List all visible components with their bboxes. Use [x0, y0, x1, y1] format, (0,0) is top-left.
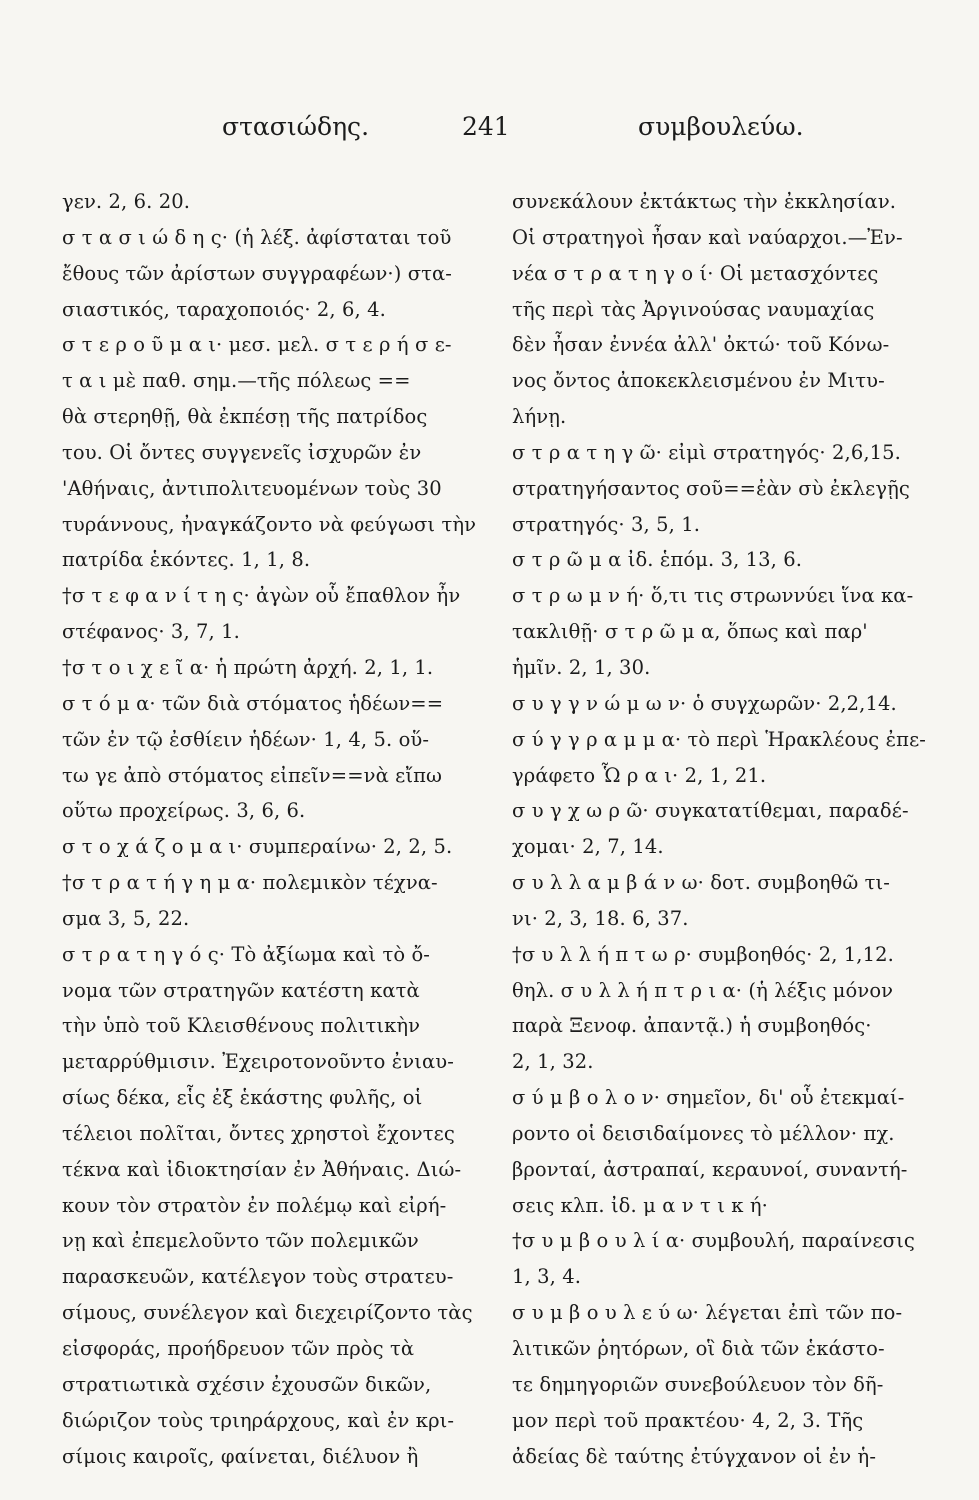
text-line: σ τ ρ α τ η γ ό ς· Τὸ ἀξίωμα καὶ τὸ ὄ- [62, 942, 430, 966]
text-line: μον περὶ τοῦ πρακτέου· 4, 2, 3. Τῆς [512, 1408, 864, 1432]
text-line: σ υ λ λ α μ β ά ν ω· δοτ. συμβοηθῶ τι- [512, 871, 890, 895]
text-line: σ τ ο χ ά ζ ο μ α ι· συμπεραίνω· 2, 2, 5. [62, 835, 453, 859]
text-line: 1, 3, 4. [512, 1265, 582, 1289]
text-line: λήνῃ. [512, 405, 567, 429]
text-line: λιτικῶν ῥητόρων, οἳ διὰ τῶν ἑκάστο- [512, 1337, 885, 1360]
text-line: σ υ γ γ ν ώ μ ω ν· ὁ συγχωρῶν· 2,2,14. [512, 691, 897, 715]
text-line: σ υ γ χ ω ρ ῶ· συγκατατίθεμαι, παραδέ- [512, 799, 909, 823]
text-line: Οἱ στρατηγοὶ ἦσαν καὶ ναύαρχοι.—Ἐν- [512, 225, 903, 249]
text-line: γράφετο Ὧ ρ α ι· 2, 1, 21. [512, 763, 767, 787]
page-header [0, 112, 979, 152]
header-right-headword: συμβουλεύω. [638, 112, 804, 141]
text-line: πατρίδα ἑκόντες. 1, 1, 8. [62, 548, 311, 572]
text-line: σ υ μ β ο υ λ ε ύ ω· λέγεται ἐπὶ τῶν πο- [512, 1301, 903, 1325]
text-line: βρονταί, ἀστραπαί, κεραυνοί, συναντή- [512, 1157, 908, 1181]
text-line: νι· 2, 3, 18. 6, 37. [512, 906, 689, 930]
text-line: τακλιθῇ· σ τ ρ ῶ μ α, ὅπως καὶ παρ' [512, 620, 868, 644]
text-line: †σ υ μ β ο υ λ ί α· συμβουλή, παραίνεσις [512, 1229, 915, 1253]
header-left-headword: στασιώδης. [222, 112, 370, 141]
right-column [512, 184, 937, 1474]
text-line: τε δημηγοριῶν συνεβούλευον τὸν δῆ- [512, 1372, 884, 1396]
text-line: εἰσφοράς, προήδρευον τῶν πρὸς τὰ [62, 1337, 415, 1360]
text-line: †σ υ λ λ ή π τ ω ρ· συμβοηθός· 2, 1,12. [512, 942, 894, 966]
text-line: συνεκάλουν ἐκτάκτως τὴν ἐκκλησίαν. [512, 190, 897, 213]
text-line: τ α ι μὲ παθ. σημ.—τῆς πόλεως == [62, 369, 411, 393]
text-line: παρασκευῶν, κατέλεγον τοὺς στρατευ- [62, 1265, 454, 1289]
text-line: σ τ ρ ω μ ν ή· ὅ,τι τις στρωννύει ἵνα κα- [512, 584, 914, 608]
text-line: γεν. 2, 6. 20. [62, 190, 191, 213]
text-line: διώριζον τοὺς τριηράρχους, καὶ ἐν κρι- [62, 1408, 455, 1432]
text-line: νῃ καὶ ἐπεμελοῦντο τῶν πολεμικῶν [62, 1229, 419, 1253]
page-number: 241 [462, 112, 510, 141]
text-line: νομα τῶν στρατηγῶν κατέστη κατὰ [62, 978, 420, 1002]
text-line: †σ τ ρ α τ ή γ η μ α· πολεμικὸν τέχνα- [62, 871, 438, 895]
text-line: 2, 1, 32. [512, 1050, 594, 1074]
text-line: παρὰ Ξενοφ. ἀπαντᾷ.) ἡ συμβοηθός· [512, 1014, 872, 1038]
text-line: νος ὄντος ἀποκεκλεισμένου ἐν Μιτυ- [512, 369, 885, 393]
text-line: στέφανος· 3, 7, 1. [62, 620, 240, 644]
text-line: ροντο οἱ δεισιδαίμονες τὸ μέλλον· πχ. [512, 1121, 895, 1145]
text-line: ἔθους τῶν ἀρίστων συγγραφέων·) στα- [62, 261, 452, 285]
text-line: νέα σ τ ρ α τ η γ ο ί· Οἱ μετασχόντες [512, 261, 879, 285]
text-line: τῶν ἐν τῷ ἐσθίειν ἡδέων· 1, 4, 5. οὕ- [62, 727, 430, 751]
text-line: †σ τ ο ι χ ε ῖ α· ἡ πρώτη ἀρχή. 2, 1, 1. [62, 655, 434, 679]
text-line: ἡμῖν. 2, 1, 30. [512, 655, 651, 679]
text-line: στρατηγήσαντος σοῦ==ἐὰν σὺ ἐκλεγῇς [512, 476, 910, 500]
text-line: σίμους, συνέλεγον καὶ διεχειρίζοντο τὰς [62, 1301, 473, 1325]
text-line: σ τ ρ ῶ μ α ἰδ. ἑπόμ. 3, 13, 6. [512, 548, 803, 572]
text-line: τω γε ἀπὸ στόματος εἰπεῖν==νὰ εἴπω [62, 763, 443, 787]
text-line: χομαι· 2, 7, 14. [512, 835, 664, 859]
text-line: σ τ ρ α τ η γ ῶ· εἰμὶ στρατηγός· 2,6,15. [512, 440, 901, 464]
text-line: τῆς περὶ τὰς Ἀργινούσας ναυμαχίας [512, 297, 875, 321]
text-line: σεις κλπ. ἰδ. μ α ν τ ι κ ή· [512, 1193, 768, 1217]
text-line: του. Οἱ ὄντες συγγενεῖς ἰσχυρῶν ἐν [62, 440, 422, 464]
text-line: σίμοις καιροῖς, φαίνεται, διέλυον ἢ [62, 1444, 419, 1468]
text-line: θηλ. σ υ λ λ ή π τ ρ ι α· (ἡ λέξις μόνον [512, 978, 894, 1002]
text-line: σιαστικός, ταραχοποιός· 2, 6, 4. [62, 297, 386, 321]
left-column [62, 184, 492, 1474]
text-line: δὲν ἦσαν ἐννέα ἀλλ' ὀκτώ· τοῦ Κόνω- [512, 333, 890, 357]
text-line: κουν τὸν στρατὸν ἐν πολέμῳ καὶ εἰρή- [62, 1193, 447, 1217]
text-line: σμα 3, 5, 22. [62, 906, 190, 930]
text-line: στρατηγός· 3, 5, 1. [512, 512, 701, 536]
text-line: 'Αθήναις, ἀντιπολιτευομένων τοὺς 30 [62, 476, 442, 500]
text-line: σ τ α σ ι ώ δ η ς· (ἡ λέξ. ἀφίσταται τοῦ [62, 225, 452, 249]
text-line: μεταρρύθμισιν. Ἐχειροτονοῦντο ἐνιαυ- [62, 1050, 454, 1074]
text-line: τὴν ὑπὸ τοῦ Κλεισθένους πολιτικὴν [62, 1014, 421, 1038]
text-line: θὰ στερηθῇ, θὰ ἐκπέσῃ τῆς πατρίδος [62, 405, 428, 429]
text-line: τέκνα καὶ ἰδιοκτησίαν ἐν Ἀθήναις. Διώ- [62, 1157, 462, 1181]
text-line: ἀδείας δὲ ταύτης ἐτύγχανον οἱ ἐν ἡ- [512, 1444, 877, 1468]
text-line: στρατιωτικὰ σχέσιν ἐχουσῶν δικῶν, [62, 1372, 432, 1396]
text-line: τυράννους, ἠναγκάζοντο νὰ φεύγωσι τὴν [62, 512, 477, 536]
text-line: σ ύ μ β ο λ ο ν· σημεῖον, δι' οὗ ἐτεκμαί- [512, 1086, 905, 1110]
text-line: οὕτω προχείρως. 3, 6, 6. [62, 799, 306, 823]
text-line: σ τ ό μ α· τῶν διὰ στόματος ἡδέων== [62, 691, 444, 715]
text-line: σίως δέκα, εἷς ἐξ ἑκάστης φυλῆς, οἱ [62, 1086, 423, 1110]
text-line: σ ύ γ γ ρ α μ μ α· τὸ περὶ Ἡρακλέους ἐπε- [512, 727, 926, 751]
text-line: τέλειοι πολῖται, ὄντες χρηστοὶ ἔχοντες [62, 1121, 455, 1145]
text-line: σ τ ε ρ ο ῦ μ α ι· μεσ. μελ. σ τ ε ρ ή σ ε- [62, 333, 452, 357]
text-line: †σ τ ε φ α ν ί τ η ς· ἀγὼν οὗ ἔπαθλον ἦν [62, 584, 461, 608]
